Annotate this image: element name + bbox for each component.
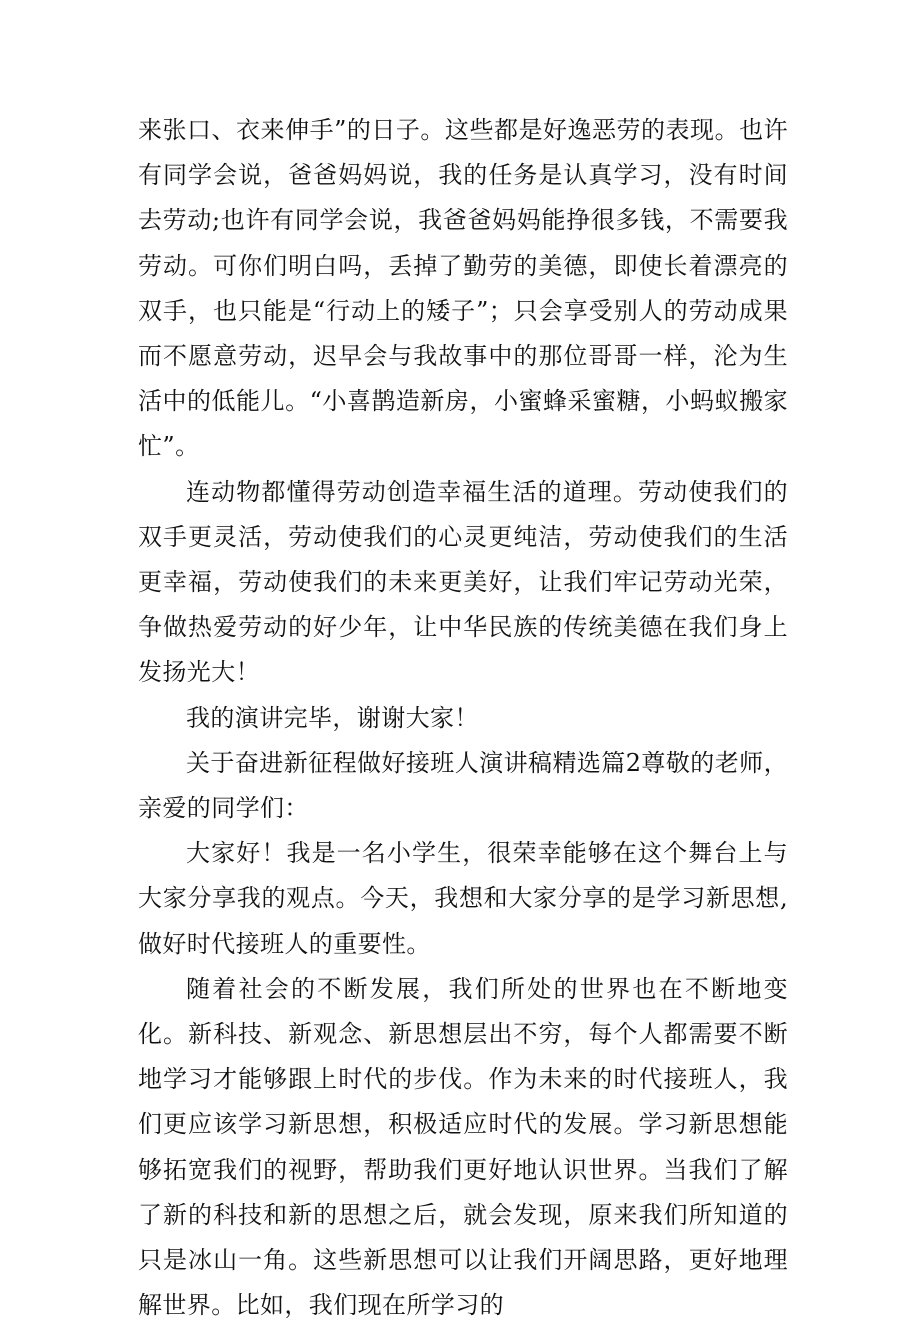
paragraph-labor-conclusion: 连动物都懂得劳动创造幸福生活的道理。劳动使我们的双手更灵活，劳动使我们的心灵更纯洁，劳动使我们的生活更幸福，劳动使我们的未来更美好，让我们牢记劳动光荣，争做热爱劳动的好少年，让中华民族的传统美德在我们身上发扬光大！ <box>138 477 788 687</box>
paragraph-closing: 我的演讲完毕，谢谢大家！ <box>186 703 479 732</box>
document-page <box>138 108 788 1328</box>
paragraph-continuation: 来张口、衣来伸手”的日子。这些都是好逸恶劳的表现。也许有同学会说，爸爸妈妈说，我的任务是认真学习，没有时间去劳动;也许有同学会说，我爸爸妈妈能挣很多钱，不需要我劳动。可你们明白吗，丢掉了勤劳的美德，即使长着漂亮的双手，也只能是“行动上的矮子”；只会享受别人的劳动成果而不愿意劳动，迟早会与我故事中的那位哥哥一样，沦为生活中的低能儿。“小喜鹊造新房，小蜜蜂采蜜糖，小蚂蚁搬家忙”。 <box>138 116 788 461</box>
paragraph-greeting: 大家好！我是一名小学生，很荣幸能够在这个舞台上与大家分享我的观点。今天，我想和大家分享的是学习新思想,做好时代接班人的重要性。 <box>138 839 788 958</box>
paragraph-new-thoughts: 随着社会的不断发展，我们所处的世界也在不断地变化。新科技、新观念、新思想层出不穷，每个人都需要不断地学习才能够跟上时代的步伐。作为未来的时代接班人，我们更应该学习新思想，积极适应时代的发展。学习新思想能够拓宽我们的视野，帮助我们更好地认识世界。当我们了解了新的科技和新的思想之后，就会发现，原来我们所知道的只是冰山一角。这些新思想可以让我们开阔思路，更好地理解世界。比如，我们现在所学习的 <box>138 974 788 1320</box>
paragraph-speech-2-title: 关于奋进新征程做好接班人演讲稿精选篇2尊敬的老师，亲爱的同学们： <box>138 748 788 823</box>
